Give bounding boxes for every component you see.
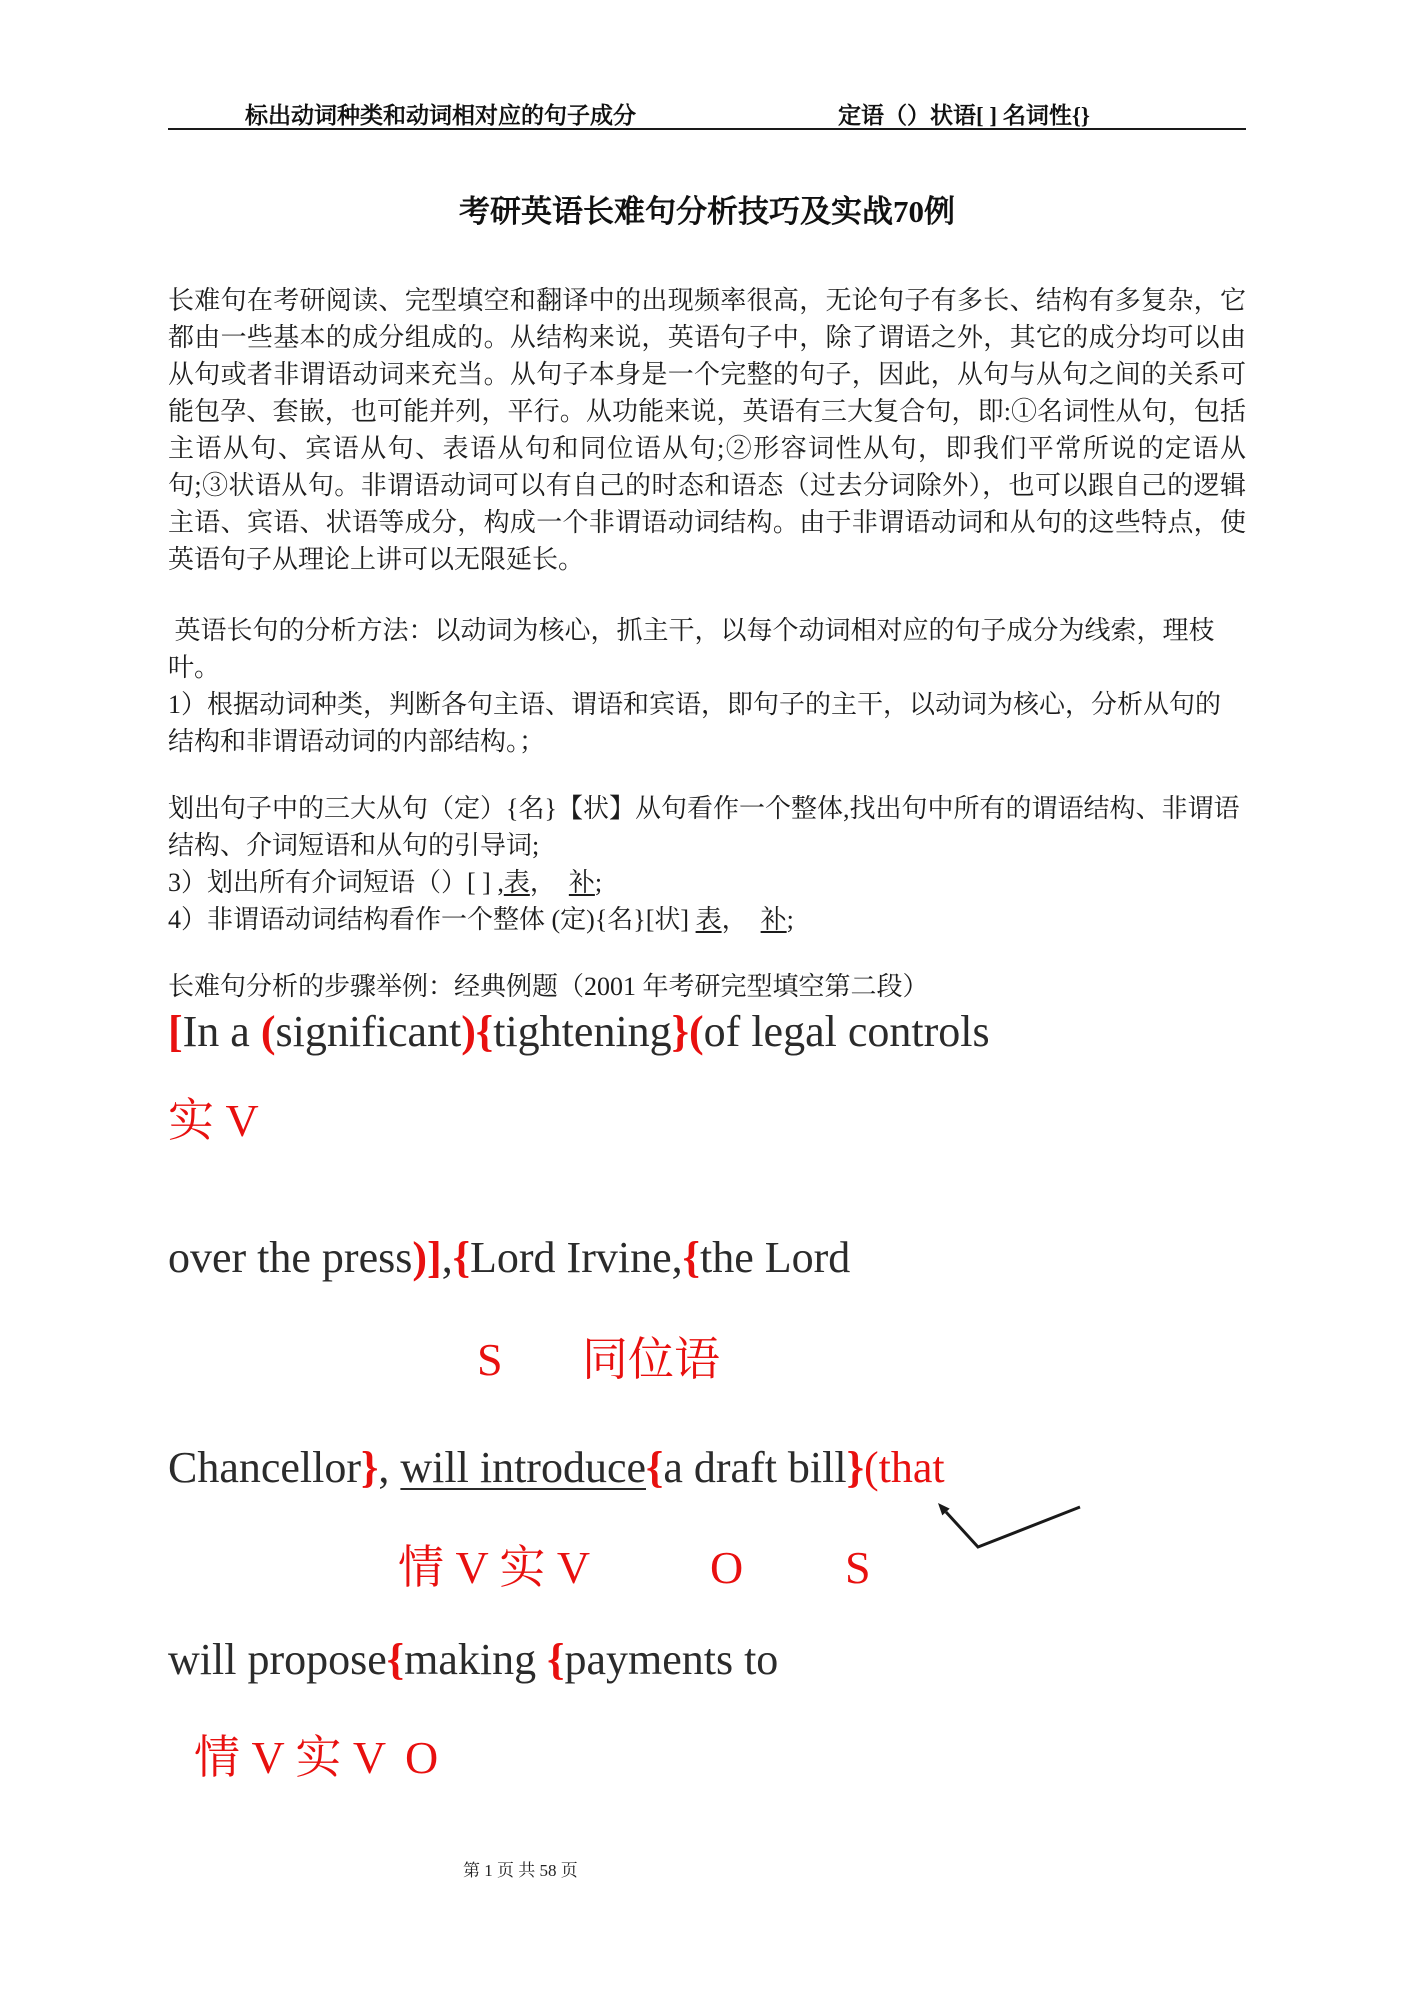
method-paragraph xyxy=(168,612,1246,760)
method-line-2: 1）根据动词种类，判断各句主语、谓语和宾语，即句子的主干，以动词为核心，分析从句的结构和非谓语动词的内部结构。； xyxy=(168,690,1222,756)
header-rule xyxy=(168,128,1246,130)
steps-line-1: 划出句子中的三大从句（定）{名}【状】从句看作一个整体,找出句中所有的谓语结构、非谓语结构、介词短语和从句的引导词; xyxy=(168,794,1240,860)
annotation-object: O xyxy=(710,1542,744,1593)
annotation-arrow xyxy=(915,1470,1095,1560)
sentence-line-3: Chancellor}, will introduce{a draft bill}(that xyxy=(168,1443,945,1492)
page-number-footer: 第 1 页 共 58 页 xyxy=(463,1861,578,1880)
header-right-legend: 定语（）状语[ ] 名词性{} xyxy=(838,103,1090,128)
annotation-subject: S xyxy=(477,1334,503,1385)
page-title: 考研英语长难句分析技巧及实战70例 xyxy=(459,194,955,229)
method-line-1: 英语长句的分析方法：以动词为核心，抓主干，以每个动词相对应的句子成分为线索，理枝叶。 xyxy=(168,616,1215,682)
steps-line-2: 3）划出所有介词短语（）[ ] ,表， 补; xyxy=(168,868,603,897)
header-left-text: 标出动词种类和动词相对应的句子成分 xyxy=(245,103,636,128)
steps-paragraph xyxy=(168,790,1246,938)
arrow-icon xyxy=(915,1470,1095,1560)
annotation-appositive: 同位语 xyxy=(582,1334,720,1385)
intro-paragraph: 长难句在考研阅读、完型填空和翻译中的出现频率很高，无论句子有多长、结构有多复杂，它都由一些基本的成分组成的。从结构来说，英语句子中，除了谓语之外，其它的成分均可以由从句或者非谓语动词来充当。从句子本身是一个完整的句子，因此，从句与从句之间的关系可能包孕、套嵌，也可能并列，平行。从功能来说，英语有三大复合句，即:①名词性从句，包括主语从句、宾语从句、表语从句和同位语从句;②形容词性从句，即我们平常所说的定语从句;③状语从句。非谓语动词可以有自己的时态和语态（过去分词除外），也可以跟自己的逻辑主语、宾语、状语等成分，构成一个非谓语动词结构。由于非谓语动词和从句的这些特点，使英语句子从理论上讲可以无限延长。 xyxy=(168,286,1246,574)
annotation-object-2: O xyxy=(405,1732,439,1783)
annotation-shi-v: 实 V xyxy=(168,1095,259,1146)
annotation-subject-2: S xyxy=(845,1542,871,1593)
sentence-line-4: will propose{making {payments to xyxy=(168,1635,779,1684)
annotation-modal-verb-2: 情 V 实 V xyxy=(194,1732,387,1783)
example-intro: 长难句分析的步骤举例：经典例题（2001 年考研完型填空第二段） xyxy=(168,972,929,1001)
sentence-line-2: over the press)],{Lord Irvine,{the Lord xyxy=(168,1233,851,1282)
steps-line-3: 4）非谓语动词结构看作一个整体 (定){名}[状] 表， 补; xyxy=(168,905,794,934)
sentence-line-1: [In a (significant){tightening}(of legal controls xyxy=(168,1007,990,1056)
annotation-modal-verb: 情 V 实 V xyxy=(398,1542,591,1593)
